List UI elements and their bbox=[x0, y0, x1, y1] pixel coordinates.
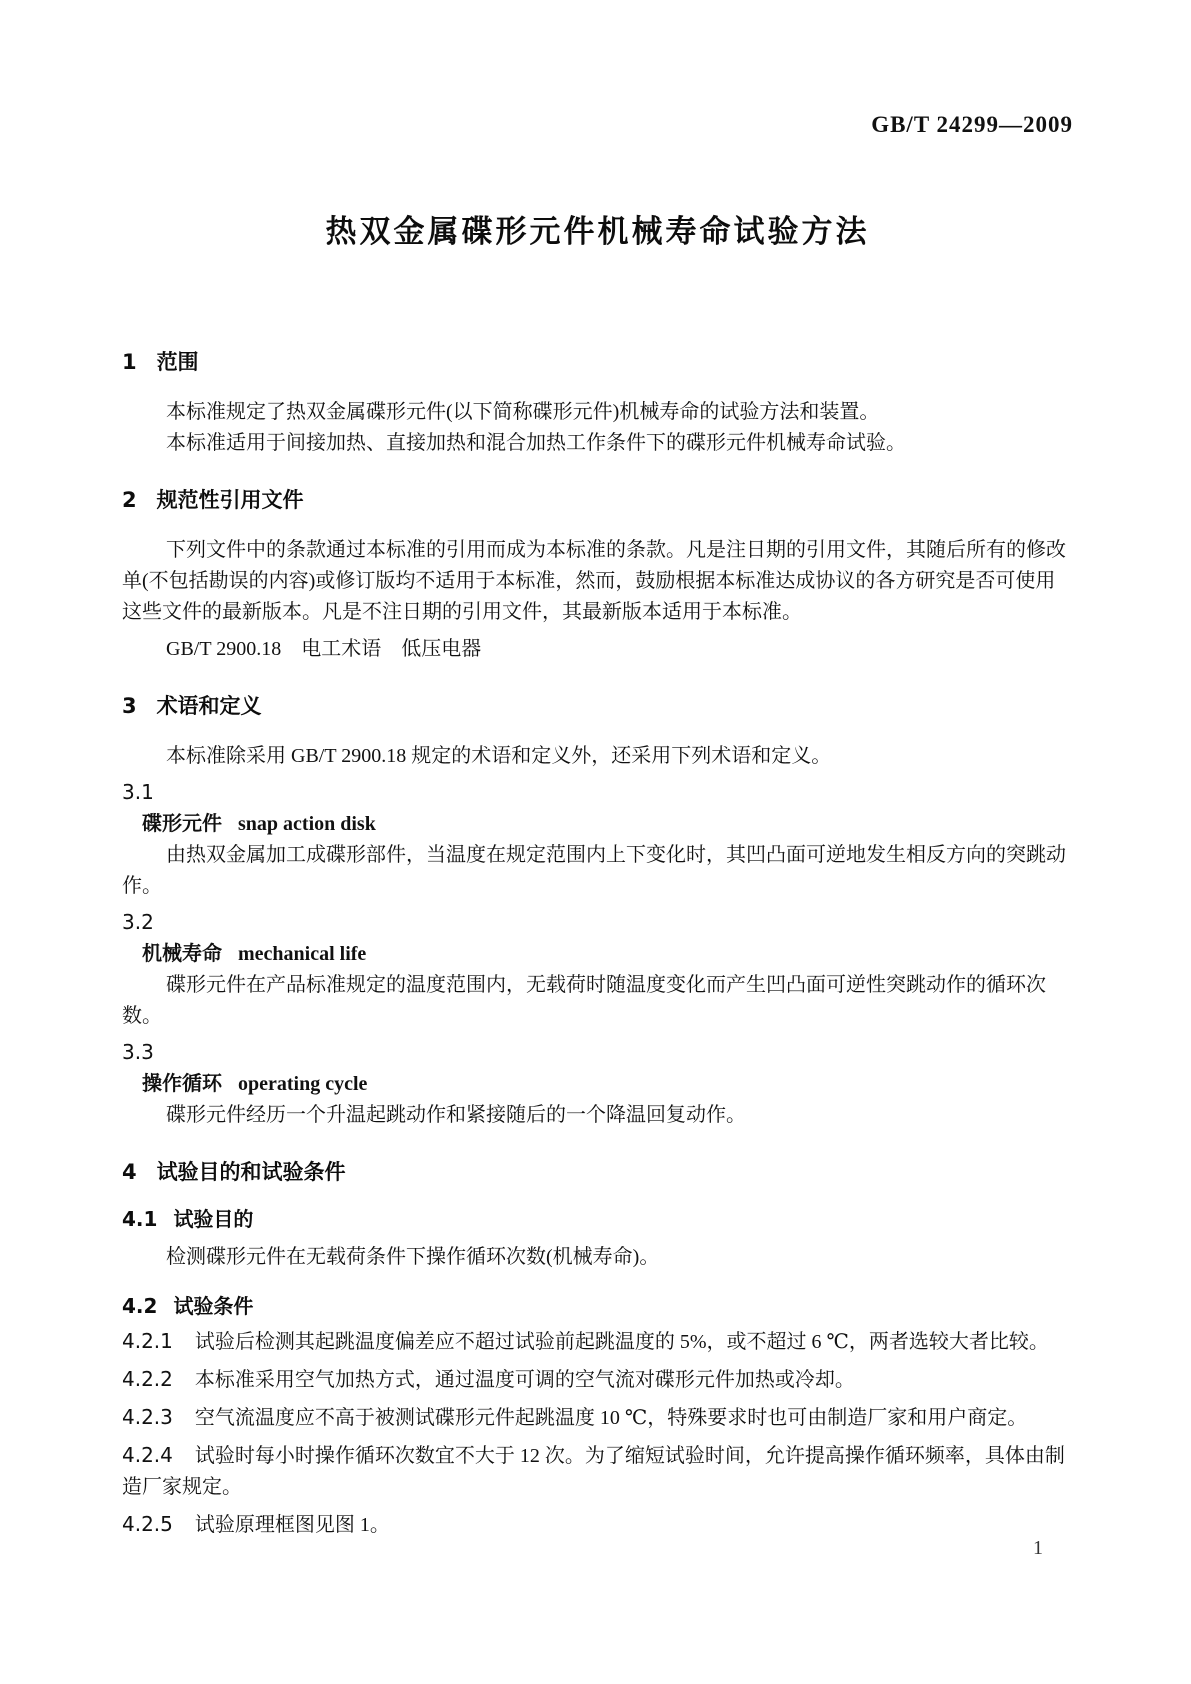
term-definition: 由热双金属加工成碟形部件，当温度在规定范围内上下变化时，其凹凸面可逆地发生相反方向的突跳动作。 bbox=[122, 844, 1066, 897]
section-title: 范围 bbox=[156, 350, 199, 374]
term-definition: 碟形元件在产品标准规定的温度范围内，无载荷时随温度变化而产生凹凸面可逆性突跳动作的循环次数。 bbox=[122, 974, 1046, 1027]
term-definition: 碟形元件经历一个升温起跳动作和紧接随后的一个降温回复动作。 bbox=[166, 1104, 746, 1126]
term-chinese: 机械寿命 bbox=[142, 941, 222, 965]
scope-paragraph-1: 本标准规定了热双金属碟形元件(以下简称碟形元件)机械寿命的试验方法和装置。 bbox=[166, 401, 880, 423]
section-heading-scope bbox=[122, 348, 1073, 376]
term-number: 3.1 bbox=[122, 780, 154, 804]
term-chinese: 操作循环 bbox=[142, 1071, 222, 1095]
clause-number: 4.2.2 bbox=[122, 1367, 173, 1391]
clause-text: 本标准采用空气加热方式，通过温度可调的空气流对碟形元件加热或冷却。 bbox=[194, 1369, 855, 1391]
section-title: 试验目的和试验条件 bbox=[156, 1160, 346, 1184]
term-number: 3.3 bbox=[122, 1040, 154, 1064]
clause-4-2-3 bbox=[122, 1402, 1073, 1434]
term-chinese: 碟形元件 bbox=[142, 811, 222, 835]
scope-paragraph-2: 本标准适用于间接加热、直接加热和混合加热工作条件下的碟形元件机械寿命试验。 bbox=[166, 432, 906, 454]
term-number: 3.2 bbox=[122, 910, 154, 934]
term-english: operating cycle bbox=[238, 1073, 368, 1095]
purpose-paragraph: 检测碟形元件在无载荷条件下操作循环次数(机械寿命)。 bbox=[166, 1246, 660, 1268]
document-title: 热双金属碟形元件机械寿命试验方法 bbox=[325, 214, 870, 250]
term-line bbox=[122, 808, 1073, 840]
clause-4-2-4 bbox=[122, 1440, 1073, 1503]
references-paragraph: 下列文件中的条款通过本标准的引用而成为本标准的条款。凡是注日期的引用文件，其随后所有的修改单(不包括勘误的内容)或修订版均不适用于本标准，然而，鼓励根据本标准达成协议的各方研究是否可使用这些文件的最新版本。凡是不注日期的引用文件，其最新版本适用于本标准。 bbox=[122, 539, 1066, 623]
section-heading-test bbox=[122, 1158, 1073, 1186]
section-heading-terms bbox=[122, 692, 1073, 720]
section-heading-references bbox=[122, 486, 1073, 514]
subsection-number: 4.2 bbox=[122, 1294, 158, 1318]
subsection-title: 试验条件 bbox=[173, 1294, 254, 1318]
clause-number: 4.2.5 bbox=[122, 1512, 173, 1536]
section-title: 术语和定义 bbox=[156, 694, 262, 718]
clause-4-2-1 bbox=[122, 1326, 1073, 1358]
section-number: 4 bbox=[122, 1160, 137, 1184]
subsection-heading-conditions bbox=[122, 1292, 1073, 1320]
term-item-3-3 bbox=[122, 1037, 1073, 1131]
clause-text: 空气流温度应不高于被测试碟形元件起跳温度 10 ℃，特殊要求时也可由制造厂家和用户商定。 bbox=[194, 1407, 1028, 1429]
clause-text: 试验时每小时操作循环次数宜不大于 12 次。为了缩短试验时间，允许提高操作循环频率，具体由制造厂家规定。 bbox=[122, 1445, 1065, 1498]
clause-number: 4.2.1 bbox=[122, 1329, 173, 1353]
standard-number: GB/T 24299—2009 bbox=[871, 112, 1073, 137]
terms-intro: 本标准除采用 GB/T 2900.18 规定的术语和定义外，还采用下列术语和定义。 bbox=[166, 745, 832, 767]
term-item-3-2 bbox=[122, 907, 1073, 1032]
term-item-3-1 bbox=[122, 777, 1073, 902]
subsection-number: 4.1 bbox=[122, 1207, 158, 1231]
subsection-title: 试验目的 bbox=[173, 1207, 254, 1231]
section-number: 1 bbox=[122, 350, 137, 374]
clause-text: 试验原理框图见图 1。 bbox=[194, 1514, 390, 1536]
subsection-heading-purpose bbox=[122, 1205, 1073, 1233]
clause-4-2-2 bbox=[122, 1364, 1073, 1396]
section-number: 3 bbox=[122, 694, 137, 718]
clause-number: 4.2.3 bbox=[122, 1405, 173, 1429]
clause-number: 4.2.4 bbox=[122, 1443, 173, 1467]
term-line bbox=[122, 1068, 1073, 1100]
reference-entry: GB/T 2900.18 电工术语 低压电器 bbox=[166, 638, 482, 660]
term-english: snap action disk bbox=[238, 813, 376, 835]
section-number: 2 bbox=[122, 488, 137, 512]
clause-text: 试验后检测其起跳温度偏差应不超过试验前起跳温度的 5%，或不超过 6 ℃，两者选较大者比较。 bbox=[194, 1331, 1049, 1353]
term-line bbox=[122, 938, 1073, 970]
clause-4-2-5 bbox=[122, 1509, 1073, 1541]
section-title: 规范性引用文件 bbox=[156, 488, 304, 512]
document-header bbox=[122, 112, 1073, 138]
page-number: 1 bbox=[1033, 1537, 1043, 1559]
term-english: mechanical life bbox=[238, 943, 367, 965]
